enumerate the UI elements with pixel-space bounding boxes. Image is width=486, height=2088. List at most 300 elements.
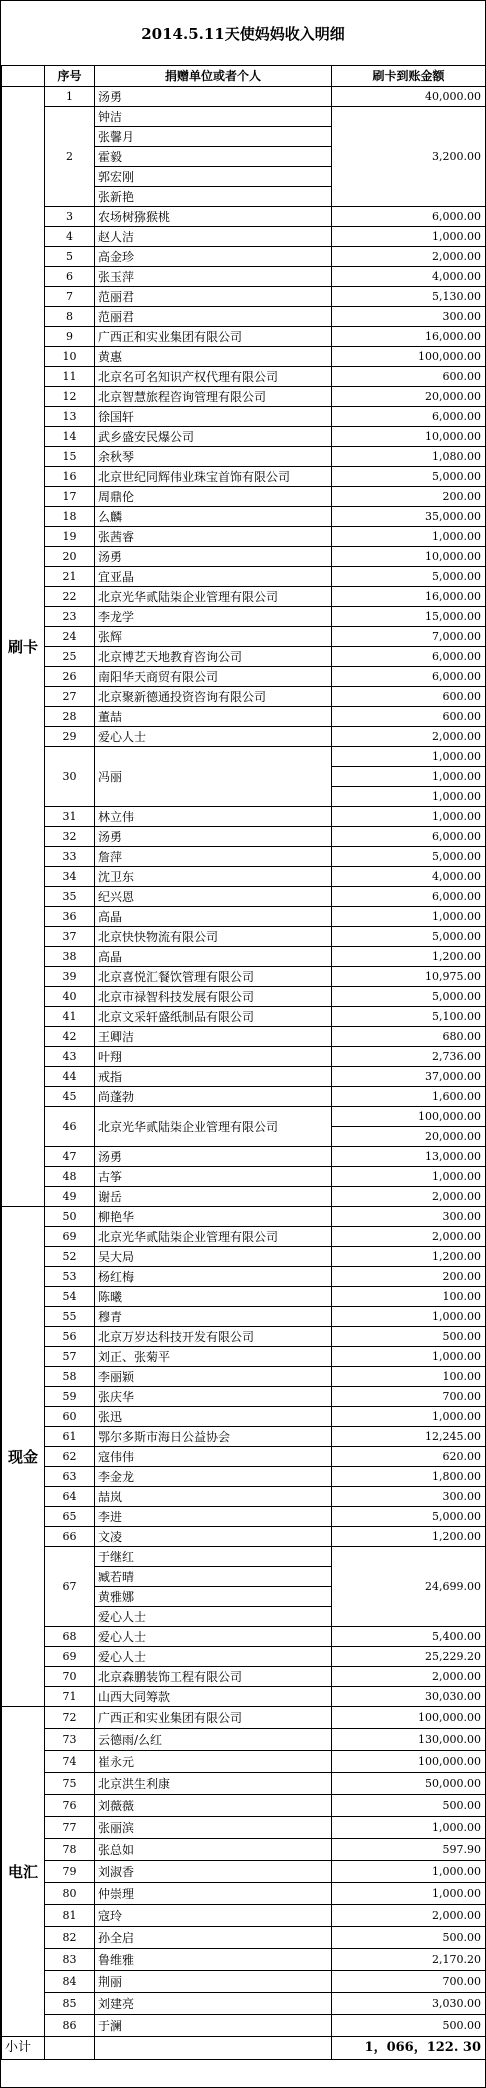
seq-cell: 49 [45, 1187, 95, 1207]
donor-cell: 吴大局 [95, 1247, 332, 1267]
table-row [2, 947, 486, 967]
seq-cell: 7 [45, 287, 95, 307]
amount-cell: 1,080.00 [332, 447, 486, 467]
amount-cell: 5,130.00 [332, 287, 486, 307]
donor-cell: 爱心人士 [95, 1607, 332, 1627]
table-row [2, 1883, 486, 1905]
donor-cell: 臧若晴 [95, 1567, 332, 1587]
table-row [2, 1267, 486, 1287]
amount-cell: 37,000.00 [332, 1067, 486, 1087]
donor-cell: 北京光华贰陆柒企业管理有限公司 [95, 587, 332, 607]
table-row [2, 887, 486, 907]
table-row [2, 1307, 486, 1327]
donor-cell: 张总如 [95, 1839, 332, 1861]
donor-cell: 鄂尔多斯市海日公益协会 [95, 1427, 332, 1447]
table-row [2, 427, 486, 447]
seq-cell: 53 [45, 1267, 95, 1287]
table-row [2, 1949, 486, 1971]
donor-cell: 汤勇 [95, 547, 332, 567]
donor-cell: 北京洪生利康 [95, 1773, 332, 1795]
table-row [2, 747, 486, 767]
table-row [2, 327, 486, 347]
header-donor: 捐赠单位或者个人 [95, 66, 332, 87]
table-row [2, 1487, 486, 1507]
donor-cell: 寇伟伟 [95, 1447, 332, 1467]
amount-cell: 5,100.00 [332, 1007, 486, 1027]
amount-cell: 16,000.00 [332, 587, 486, 607]
table-row [2, 1227, 486, 1247]
donor-cell: 爱心人士 [95, 1627, 332, 1647]
amount-cell: 300.00 [332, 307, 486, 327]
seq-cell: 27 [45, 687, 95, 707]
donor-cell: 于继红 [95, 1547, 332, 1567]
donor-cell: 林立伟 [95, 807, 332, 827]
seq-cell: 74 [45, 1751, 95, 1773]
seq-cell: 86 [45, 2015, 95, 2037]
amount-cell: 1,000.00 [332, 1407, 486, 1427]
total-amount: 1，066，122. 30 [332, 2037, 486, 2060]
donor-cell: 鲁维雅 [95, 1949, 332, 1971]
seq-cell: 69 [45, 1647, 95, 1667]
table-row [2, 567, 486, 587]
donor-cell: 尚蓬勃 [95, 1087, 332, 1107]
table-row [2, 1427, 486, 1447]
donor-cell: 文凌 [95, 1527, 332, 1547]
table-row [2, 1971, 486, 1993]
seq-cell: 82 [45, 1927, 95, 1949]
table-row [2, 1773, 486, 1795]
table-row [2, 1207, 486, 1227]
amount-cell: 6,000.00 [332, 207, 486, 227]
donor-cell: 高金珍 [95, 247, 332, 267]
seq-cell: 23 [45, 607, 95, 627]
header-blank [2, 66, 45, 87]
table-row [2, 1627, 486, 1647]
donor-cell: 霍毅 [95, 147, 332, 167]
seq-cell: 4 [45, 227, 95, 247]
table-row [2, 2015, 486, 2037]
amount-cell: 35,000.00 [332, 507, 486, 527]
amount-cell: 2,000.00 [332, 1905, 486, 1927]
table-row [2, 927, 486, 947]
table-row [2, 207, 486, 227]
table-row [2, 1905, 486, 1927]
donor-cell: 宜亚晶 [95, 567, 332, 587]
seq-cell: 25 [45, 647, 95, 667]
amount-cell: 100.00 [332, 1287, 486, 1307]
seq-cell: 18 [45, 507, 95, 527]
donor-cell: 杨红梅 [95, 1267, 332, 1287]
amount-cell: 12,245.00 [332, 1427, 486, 1447]
amount-cell: 2,000.00 [332, 1227, 486, 1247]
donor-cell: 纪兴恩 [95, 887, 332, 907]
table-row [2, 827, 486, 847]
amount-cell: 10,000.00 [332, 427, 486, 447]
donor-cell: 李金龙 [95, 1467, 332, 1487]
amount-cell: 600.00 [332, 687, 486, 707]
header-seq: 序号 [45, 66, 95, 87]
seq-cell: 63 [45, 1467, 95, 1487]
total-blank [95, 2037, 332, 2060]
table-row [2, 447, 486, 467]
donor-cell: 钟洁 [95, 107, 332, 127]
seq-cell: 76 [45, 1795, 95, 1817]
table-row [2, 1387, 486, 1407]
donor-cell: 崔永元 [95, 1751, 332, 1773]
table-row [2, 367, 486, 387]
amount-cell: 2,000.00 [332, 1187, 486, 1207]
table-row [2, 1107, 486, 1127]
table-row [2, 1247, 486, 1267]
amount-cell: 5,000.00 [332, 1507, 486, 1527]
amount-cell: 700.00 [332, 1387, 486, 1407]
amount-cell: 2,000.00 [332, 727, 486, 747]
table-row [2, 1667, 486, 1687]
donor-cell: 古筝 [95, 1167, 332, 1187]
amount-cell: 1,000.00 [332, 227, 486, 247]
seq-cell: 12 [45, 387, 95, 407]
amount-cell: 6,000.00 [332, 827, 486, 847]
amount-cell: 4,000.00 [332, 867, 486, 887]
seq-cell: 33 [45, 847, 95, 867]
total-row [2, 2037, 486, 2060]
table-row [2, 1729, 486, 1751]
amount-cell: 5,000.00 [332, 927, 486, 947]
table-row [2, 1347, 486, 1367]
donor-cell: 詹萍 [95, 847, 332, 867]
amount-cell: 1,000.00 [332, 787, 486, 807]
donor-cell: 汤勇 [95, 1147, 332, 1167]
amount-cell: 1,200.00 [332, 1527, 486, 1547]
amount-cell: 1,000.00 [332, 1861, 486, 1883]
amount-cell: 1,000.00 [332, 527, 486, 547]
donor-cell: 广西正和实业集团有限公司 [95, 327, 332, 347]
table-row [2, 1067, 486, 1087]
amount-cell: 200.00 [332, 487, 486, 507]
seq-cell: 54 [45, 1287, 95, 1307]
amount-cell: 100.00 [332, 1367, 486, 1387]
seq-cell: 48 [45, 1167, 95, 1187]
donor-cell: 北京快快物流有限公司 [95, 927, 332, 947]
seq-cell: 52 [45, 1247, 95, 1267]
table-row [2, 987, 486, 1007]
seq-cell: 77 [45, 1817, 95, 1839]
donor-cell: 刘正、张菊平 [95, 1347, 332, 1367]
amount-cell: 1,800.00 [332, 1467, 486, 1487]
amount-cell: 200.00 [332, 1267, 486, 1287]
amount-cell: 1,000.00 [332, 1167, 486, 1187]
amount-cell: 5,000.00 [332, 567, 486, 587]
donor-cell: 董喆 [95, 707, 332, 727]
table-row [2, 407, 486, 427]
donor-cell: 仲崇理 [95, 1883, 332, 1905]
table-row [2, 807, 486, 827]
table-row [2, 967, 486, 987]
donor-cell: 黄惠 [95, 347, 332, 367]
amount-cell: 4,000.00 [332, 267, 486, 287]
seq-cell: 41 [45, 1007, 95, 1027]
amount-cell: 30,030.00 [332, 1687, 486, 1707]
amount-cell: 100,000.00 [332, 1107, 486, 1127]
seq-cell: 34 [45, 867, 95, 887]
table-row [2, 667, 486, 687]
donor-cell: 寇玲 [95, 1905, 332, 1927]
donor-cell: 喆岚 [95, 1487, 332, 1507]
seq-cell: 68 [45, 1627, 95, 1647]
seq-cell: 35 [45, 887, 95, 907]
amount-cell: 1,000.00 [332, 1883, 486, 1905]
seq-cell: 26 [45, 667, 95, 687]
amount-cell: 5,000.00 [332, 467, 486, 487]
seq-cell: 85 [45, 1993, 95, 2015]
donor-cell: 农场树猕猴桃 [95, 207, 332, 227]
table-row [2, 1027, 486, 1047]
seq-cell: 47 [45, 1147, 95, 1167]
donor-cell: 张馨月 [95, 127, 332, 147]
amount-cell: 20,000.00 [332, 1127, 486, 1147]
amount-cell: 597.90 [332, 1839, 486, 1861]
table-row [2, 1839, 486, 1861]
donor-cell: 赵人洁 [95, 227, 332, 247]
table-row [2, 1167, 486, 1187]
amount-cell: 600.00 [332, 707, 486, 727]
table-row [2, 227, 486, 247]
seq-cell: 13 [45, 407, 95, 427]
donor-cell: 戒指 [95, 1067, 332, 1087]
seq-cell: 62 [45, 1447, 95, 1467]
amount-cell: 40,000.00 [332, 87, 486, 107]
table-row [2, 647, 486, 667]
section-label: 刷卡 [2, 87, 45, 1207]
seq-cell: 40 [45, 987, 95, 1007]
seq-cell: 19 [45, 527, 95, 547]
table-row [2, 307, 486, 327]
donor-cell: 北京文采轩盛纸制品有限公司 [95, 1007, 332, 1027]
donor-cell: 北京光华贰陆柒企业管理有限公司 [95, 1227, 332, 1247]
amount-cell: 500.00 [332, 1795, 486, 1817]
seq-cell: 65 [45, 1507, 95, 1527]
amount-cell: 300.00 [332, 1207, 486, 1227]
seq-cell: 72 [45, 1707, 95, 1729]
amount-cell: 7,000.00 [332, 627, 486, 647]
seq-cell: 22 [45, 587, 95, 607]
sheet-title: 2014.5.11天使妈妈收入明细 [1, 1, 485, 66]
table-row [2, 107, 486, 127]
donor-cell: 张玉萍 [95, 267, 332, 287]
amount-cell: 300.00 [332, 1487, 486, 1507]
seq-cell: 79 [45, 1861, 95, 1883]
amount-cell: 6,000.00 [332, 407, 486, 427]
amount-cell: 1,000.00 [332, 1817, 486, 1839]
donor-cell: 北京森鹏装饰工程有限公司 [95, 1667, 332, 1687]
seq-cell: 61 [45, 1427, 95, 1447]
table-row [2, 847, 486, 867]
table-row [2, 1707, 486, 1729]
table-row [2, 1327, 486, 1347]
seq-cell: 14 [45, 427, 95, 447]
donor-cell: 荆丽 [95, 1971, 332, 1993]
table-row [2, 867, 486, 887]
amount-cell: 20,000.00 [332, 387, 486, 407]
amount-cell: 130,000.00 [332, 1729, 486, 1751]
donor-cell: 谢岳 [95, 1187, 332, 1207]
amount-cell: 3,030.00 [332, 1993, 486, 2015]
seq-cell: 21 [45, 567, 95, 587]
donor-cell: 北京世纪同辉伟业珠宝首饰有限公司 [95, 467, 332, 487]
amount-cell: 6,000.00 [332, 887, 486, 907]
seq-cell: 59 [45, 1387, 95, 1407]
donor-cell: 爱心人士 [95, 727, 332, 747]
amount-cell: 50,000.00 [332, 1773, 486, 1795]
donor-cell: 刘建亮 [95, 1993, 332, 2015]
table-row [2, 587, 486, 607]
table-row [2, 1407, 486, 1427]
table-row [2, 1647, 486, 1667]
amount-cell: 2,000.00 [332, 1667, 486, 1687]
amount-cell: 1,600.00 [332, 1087, 486, 1107]
seq-cell: 81 [45, 1905, 95, 1927]
table-row [2, 1187, 486, 1207]
amount-cell: 2,000.00 [332, 247, 486, 267]
table-row [2, 507, 486, 527]
donor-cell: 北京智慧旅程咨询管理有限公司 [95, 387, 332, 407]
seq-cell: 20 [45, 547, 95, 567]
donor-cell: 陈曦 [95, 1287, 332, 1307]
donor-cell: 李龙学 [95, 607, 332, 627]
donor-cell: 王卿洁 [95, 1027, 332, 1047]
seq-cell: 10 [45, 347, 95, 367]
amount-cell: 600.00 [332, 367, 486, 387]
amount-cell: 24,699.00 [332, 1547, 486, 1627]
donor-cell: 南阳华天商贸有限公司 [95, 667, 332, 687]
seq-cell: 38 [45, 947, 95, 967]
donor-cell: 刘薇薇 [95, 1795, 332, 1817]
donor-cell: 高晶 [95, 947, 332, 967]
amount-cell: 680.00 [332, 1027, 486, 1047]
seq-cell: 73 [45, 1729, 95, 1751]
donor-cell: 汤勇 [95, 87, 332, 107]
amount-cell: 1,000.00 [332, 767, 486, 787]
donor-cell: 高晶 [95, 907, 332, 927]
seq-cell: 45 [45, 1087, 95, 1107]
donor-cell: 张迅 [95, 1407, 332, 1427]
amount-cell: 13,000.00 [332, 1147, 486, 1167]
amount-cell: 620.00 [332, 1447, 486, 1467]
donor-cell: 黄雅娜 [95, 1587, 332, 1607]
seq-cell: 32 [45, 827, 95, 847]
donor-cell: 李进 [95, 1507, 332, 1527]
donor-cell: 张茜睿 [95, 527, 332, 547]
donor-cell: 张丽滨 [95, 1817, 332, 1839]
amount-cell: 100,000.00 [332, 1751, 486, 1773]
donor-cell: 郭宏刚 [95, 167, 332, 187]
amount-cell: 1,000.00 [332, 1307, 486, 1327]
table-row [2, 1527, 486, 1547]
amount-cell: 15,000.00 [332, 607, 486, 627]
seq-cell: 1 [45, 87, 95, 107]
table-row [2, 247, 486, 267]
donation-table [1, 65, 486, 2060]
amount-cell: 500.00 [332, 1927, 486, 1949]
donor-cell: 张新艳 [95, 187, 332, 207]
donor-cell: 北京市禄智科技发展有限公司 [95, 987, 332, 1007]
seq-cell: 11 [45, 367, 95, 387]
donor-cell: 沈卫东 [95, 867, 332, 887]
amount-cell: 1,000.00 [332, 747, 486, 767]
donor-cell: 么麟 [95, 507, 332, 527]
donor-cell: 北京光华贰陆柒企业管理有限公司 [95, 1107, 332, 1147]
donor-cell: 北京聚新德通投资咨询有限公司 [95, 687, 332, 707]
amount-cell: 25,229.20 [332, 1647, 486, 1667]
table-row [2, 1547, 486, 1567]
amount-cell: 1,200.00 [332, 947, 486, 967]
table-row [2, 627, 486, 647]
amount-cell: 1,000.00 [332, 907, 486, 927]
table-body [2, 87, 486, 2060]
amount-cell: 5,000.00 [332, 987, 486, 1007]
table-row [2, 707, 486, 727]
seq-cell: 36 [45, 907, 95, 927]
amount-cell: 500.00 [332, 2015, 486, 2037]
amount-cell: 16,000.00 [332, 327, 486, 347]
seq-cell: 5 [45, 247, 95, 267]
table-row [2, 87, 486, 107]
table-row [2, 1087, 486, 1107]
seq-cell: 44 [45, 1067, 95, 1087]
amount-cell: 100,000.00 [332, 347, 486, 367]
seq-cell: 50 [45, 1207, 95, 1227]
seq-cell: 9 [45, 327, 95, 347]
seq-cell: 69 [45, 1227, 95, 1247]
table-row [2, 467, 486, 487]
table-row [2, 1047, 486, 1067]
donor-cell: 于澜 [95, 2015, 332, 2037]
seq-cell: 58 [45, 1367, 95, 1387]
amount-cell: 10,000.00 [332, 547, 486, 567]
donor-cell: 北京万岁达科技开发有限公司 [95, 1327, 332, 1347]
amount-cell: 2,170.20 [332, 1949, 486, 1971]
amount-cell: 100,000.00 [332, 1707, 486, 1729]
table-row [2, 687, 486, 707]
donor-cell: 叶翔 [95, 1047, 332, 1067]
seq-cell: 57 [45, 1347, 95, 1367]
donor-cell: 柳艳华 [95, 1207, 332, 1227]
seq-cell: 80 [45, 1883, 95, 1905]
donor-cell: 范丽君 [95, 287, 332, 307]
seq-cell: 70 [45, 1667, 95, 1687]
seq-cell: 8 [45, 307, 95, 327]
table-row [2, 607, 486, 627]
donor-cell: 广西正和实业集团有限公司 [95, 1707, 332, 1729]
table-row [2, 347, 486, 367]
donor-cell: 北京博艺天地教育咨询公司 [95, 647, 332, 667]
amount-cell: 6,000.00 [332, 667, 486, 687]
seq-cell: 56 [45, 1327, 95, 1347]
donor-cell: 李丽颖 [95, 1367, 332, 1387]
table-row [2, 1447, 486, 1467]
table-row [2, 727, 486, 747]
seq-cell: 83 [45, 1949, 95, 1971]
amount-cell: 500.00 [332, 1327, 486, 1347]
table-row [2, 1467, 486, 1487]
seq-cell: 30 [45, 747, 95, 807]
table-row [2, 1687, 486, 1707]
donor-cell: 爱心人士 [95, 1647, 332, 1667]
donor-cell: 冯丽 [95, 747, 332, 807]
seq-cell: 24 [45, 627, 95, 647]
seq-cell: 2 [45, 107, 95, 207]
table-row [2, 1993, 486, 2015]
